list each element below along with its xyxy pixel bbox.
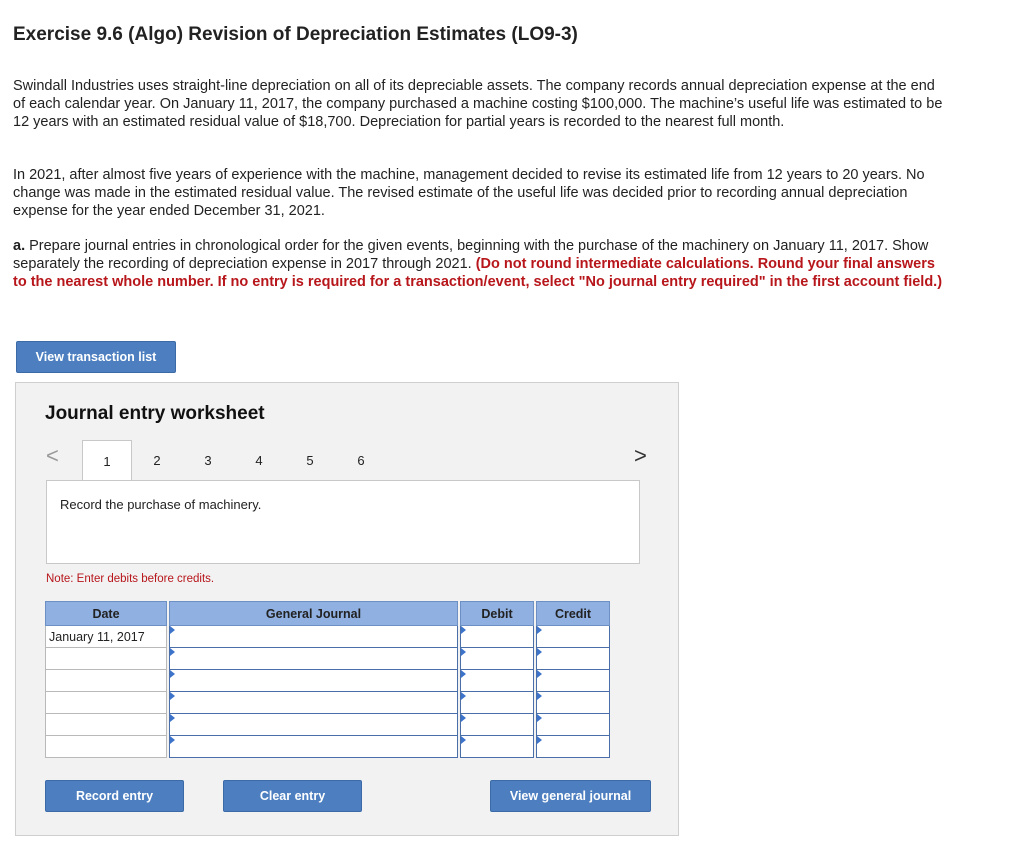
- cell-indicator-icon: [461, 626, 466, 634]
- debit-input[interactable]: [461, 736, 534, 758]
- credit-input[interactable]: [537, 714, 610, 736]
- cell-indicator-icon: [170, 714, 175, 722]
- next-arrow-icon[interactable]: >: [634, 443, 647, 468]
- exercise-title: Exercise 9.6 (Algo) Revision of Depreciation Estimates (LO9-3): [13, 24, 578, 45]
- account-input[interactable]: [170, 670, 458, 692]
- record-entry-button[interactable]: Record entry: [45, 780, 184, 812]
- account-input[interactable]: [170, 736, 458, 758]
- tab-6[interactable]: 6: [357, 452, 365, 468]
- debit-credit-note: Note: Enter debits before credits.: [46, 573, 215, 585]
- account-input[interactable]: [170, 692, 458, 714]
- cell-indicator-icon: [170, 736, 175, 744]
- account-input[interactable]: [170, 626, 458, 648]
- date-cell[interactable]: [46, 626, 167, 648]
- tab-4[interactable]: 4: [255, 452, 263, 468]
- cell-indicator-icon: [461, 670, 466, 678]
- debit-input[interactable]: [461, 648, 534, 670]
- credit-input[interactable]: [537, 648, 610, 670]
- cell-indicator-icon: [170, 626, 175, 634]
- cell-indicator-icon: [537, 648, 542, 656]
- debit-column-header: Debit: [461, 602, 534, 626]
- debit-input[interactable]: [461, 714, 534, 736]
- table-row: [46, 736, 610, 758]
- journal-table: [45, 601, 610, 758]
- table-row: [46, 714, 610, 736]
- table-row: [46, 626, 610, 648]
- table-row: [46, 648, 610, 670]
- credit-input[interactable]: [537, 692, 610, 714]
- tab-5[interactable]: 5: [306, 452, 314, 468]
- credit-column-header: Credit: [537, 602, 610, 626]
- credit-input[interactable]: [537, 626, 610, 648]
- journal-entry-worksheet: [15, 382, 679, 836]
- journal-table-header: [46, 602, 610, 626]
- prev-arrow-icon[interactable]: <: [46, 443, 59, 468]
- tab-3[interactable]: 3: [204, 452, 212, 468]
- cell-indicator-icon: [537, 714, 542, 722]
- account-input[interactable]: [170, 714, 458, 736]
- cell-indicator-icon: [461, 648, 466, 656]
- cell-indicator-icon: [461, 714, 466, 722]
- part-label: a.: [13, 238, 26, 254]
- cell-indicator-icon: [537, 692, 542, 700]
- cell-indicator-icon: [170, 670, 175, 678]
- cell-indicator-icon: [537, 670, 542, 678]
- date-cell[interactable]: [46, 736, 167, 758]
- general-journal-column-header: General Journal: [170, 602, 458, 626]
- part-text: Prepare journal entries in chronological order for the given events, beginning with the purchase of the machinery on January 11, 2017. Show separately the recording of depreciation expense in 2017 through 2021.: [13, 238, 929, 272]
- worksheet-title: Journal entry worksheet: [45, 403, 265, 424]
- cell-indicator-icon: [170, 648, 175, 656]
- cell-indicator-icon: [461, 692, 466, 700]
- date-cell[interactable]: [46, 692, 167, 714]
- view-transaction-list-button[interactable]: View transaction list: [16, 341, 176, 373]
- clear-entry-button[interactable]: Clear entry: [223, 780, 362, 812]
- date-cell[interactable]: [46, 648, 167, 670]
- transaction-description: Record the purchase of machinery.: [46, 480, 640, 564]
- rounding-instruction: (Do not round intermediate calculations. Round your final answers to the nearest whole number. If no entry is required for a transaction/event, select "No journal entry required" in the first account field.): [13, 256, 943, 290]
- account-input[interactable]: [170, 648, 458, 670]
- problem-paragraph-2: In 2021, after almost five years of experience with the machine, management decided to revise its estimated life from 12 years to 20 years. No change was made in the estimated residual value. The revised estimate of the useful life was decided prior to recording annual depreciation expense for the year ended December 31, 2021.: [13, 167, 925, 219]
- table-row: [46, 692, 610, 714]
- date-cell[interactable]: [46, 714, 167, 736]
- cell-indicator-icon: [170, 692, 175, 700]
- credit-input[interactable]: [537, 736, 610, 758]
- cell-indicator-icon: [461, 736, 466, 744]
- credit-input[interactable]: [537, 670, 610, 692]
- debit-input[interactable]: [461, 626, 534, 648]
- debit-input[interactable]: [461, 670, 534, 692]
- cell-indicator-icon: [537, 626, 542, 634]
- date-value: January 11, 2017: [49, 630, 145, 644]
- tab-1[interactable]: 1: [82, 440, 132, 482]
- debit-input[interactable]: [461, 692, 534, 714]
- cell-indicator-icon: [537, 736, 542, 744]
- date-cell[interactable]: [46, 670, 167, 692]
- problem-paragraph-1: Swindall Industries uses straight-line depreciation on all of its depreciable assets. The company records annual depreciation expense at the end of each calendar year. On January 11, 2017, the company purchased a machine costing $100,000. The machine’s useful life was estimated to be 12 years with an estimated residual value of $18,700. Depreciation for partial years is recorded to the nearest full month.: [13, 78, 943, 130]
- view-general-journal-button[interactable]: View general journal: [490, 780, 651, 812]
- date-column-header: Date: [46, 602, 167, 626]
- part-a-instructions: [13, 237, 948, 291]
- tab-2[interactable]: 2: [153, 452, 161, 468]
- table-row: [46, 670, 610, 692]
